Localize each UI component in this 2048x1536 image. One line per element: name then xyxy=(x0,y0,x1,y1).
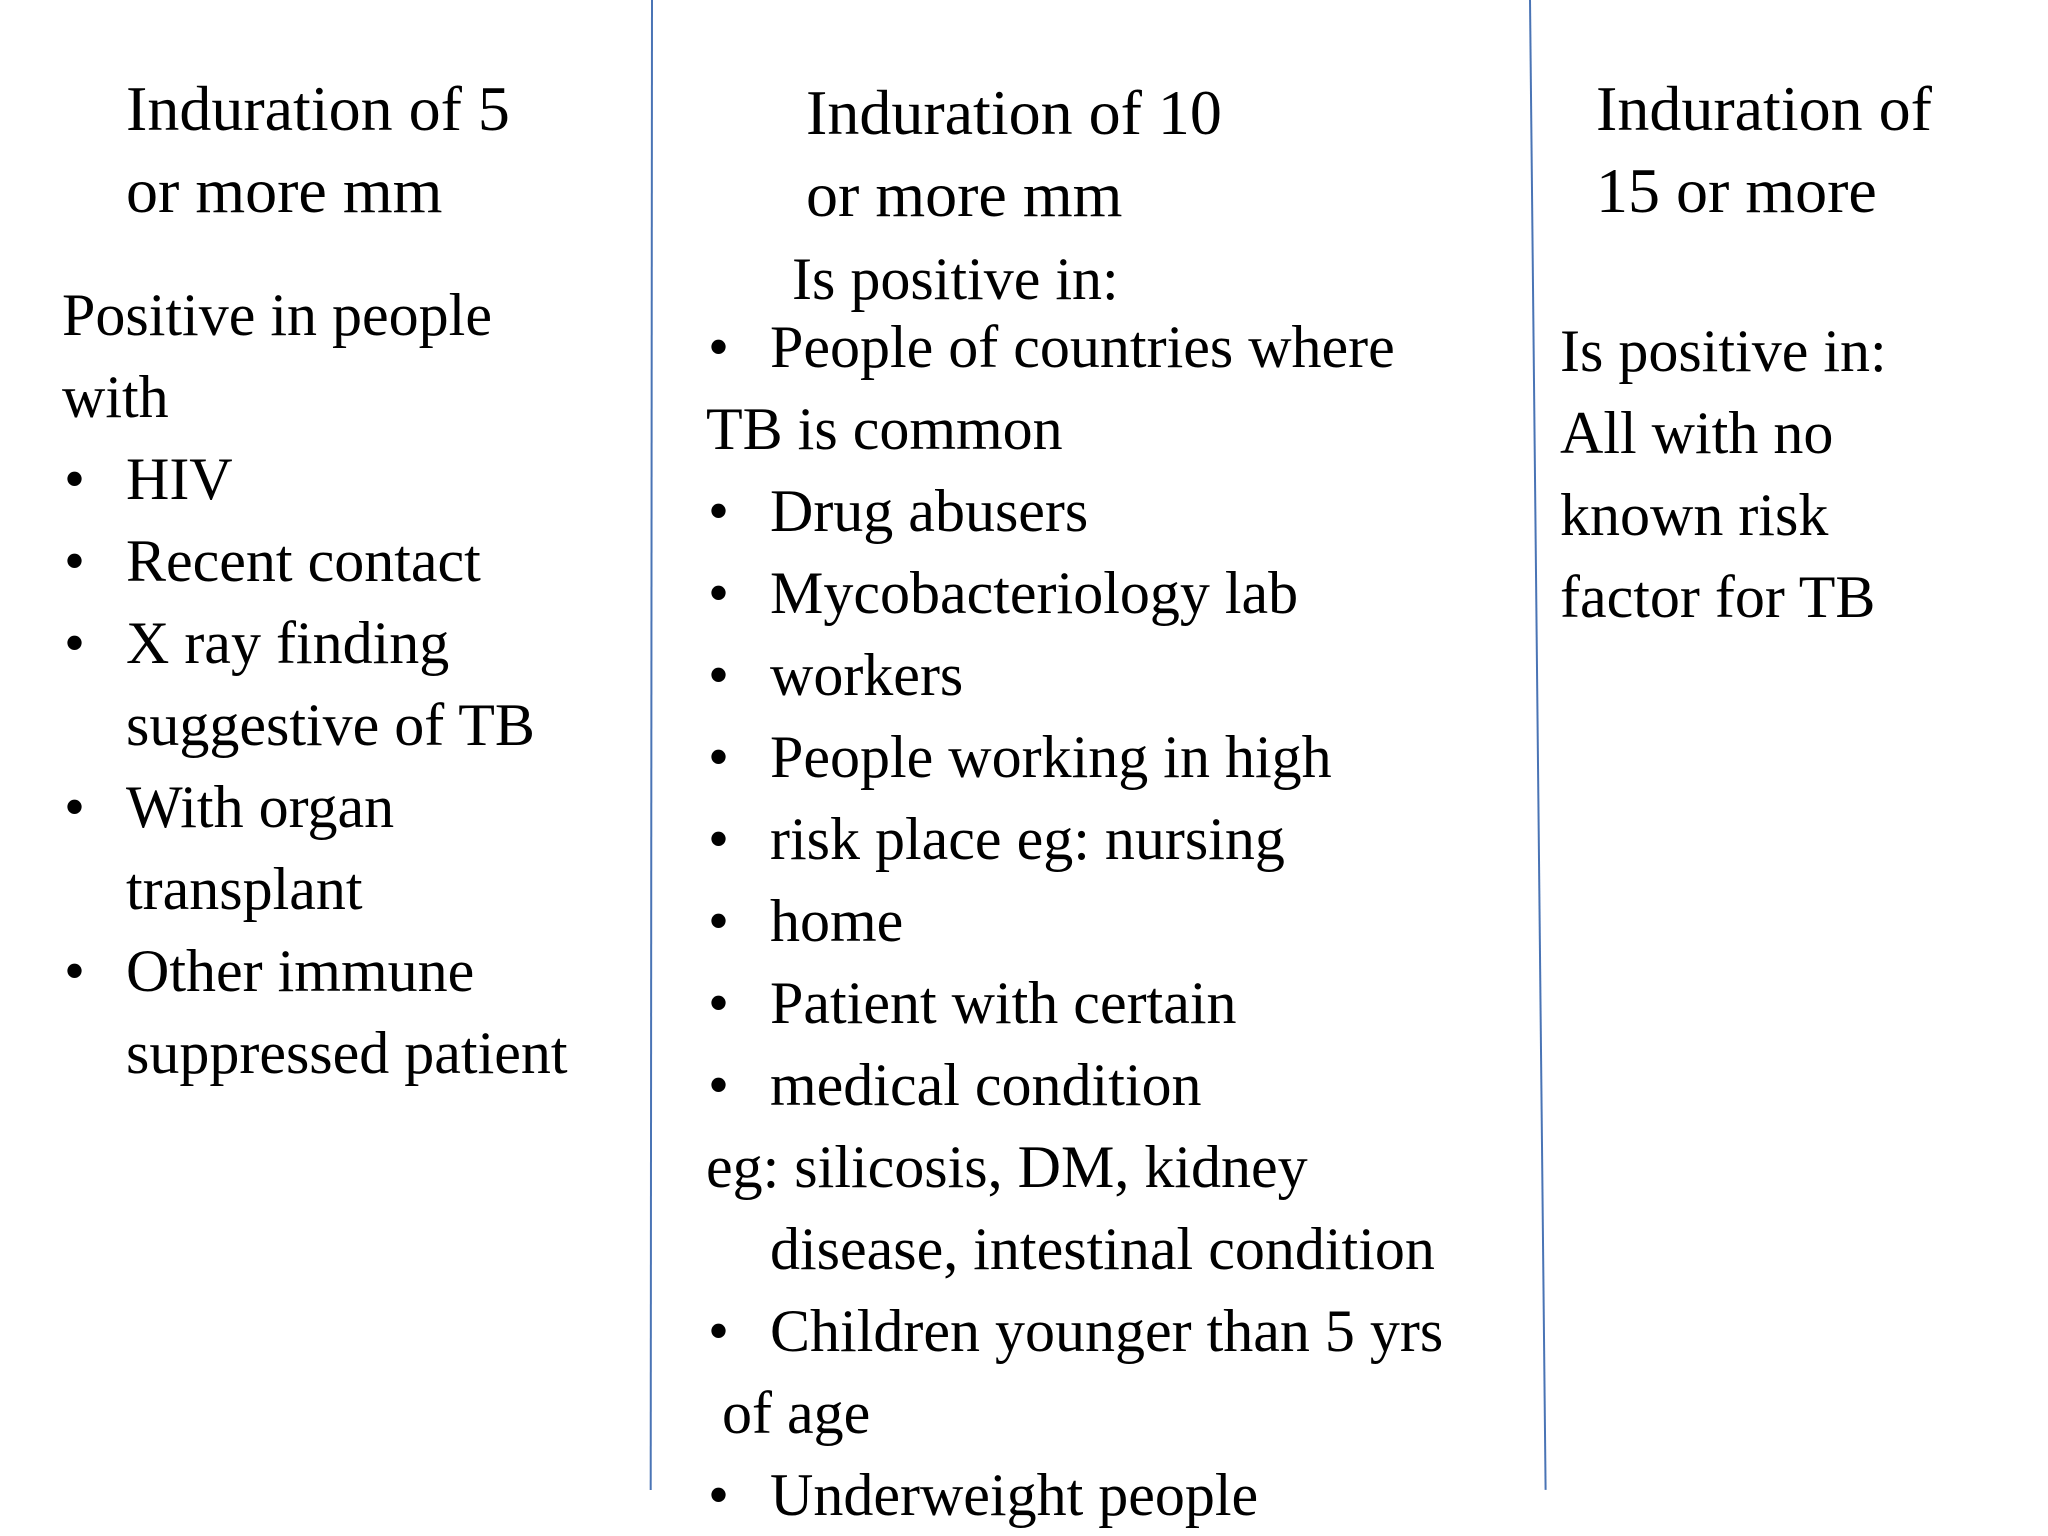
list-item-continuation: transplant xyxy=(126,856,363,922)
list-item-continuation: suggestive of TB xyxy=(126,692,535,758)
list-item: • risk place eg: nursing xyxy=(770,798,1285,880)
column-5mm-heading-line-2: or more mm xyxy=(126,155,443,226)
column-15mm-text-line: factor for TB xyxy=(1560,564,1876,630)
column-15mm-heading-line-1: Induration of xyxy=(1596,73,1932,144)
list-item: • medical condition xyxy=(770,1044,1202,1126)
list-item: • Mycobacteriology lab xyxy=(770,552,1298,634)
list-item-continuation: of age xyxy=(722,1380,871,1446)
list-item: • HIV xyxy=(126,438,233,520)
list-item: • People working in high xyxy=(770,716,1332,798)
column-5mm-intro-line-1: Positive in people xyxy=(62,282,492,348)
column-5mm-heading-line-1: Induration of 5 xyxy=(126,73,510,144)
list-item: • People of countries where xyxy=(770,306,1395,388)
list-item-continuation: TB is common xyxy=(706,396,1063,462)
column-10mm-heading-line-2: or more mm xyxy=(806,159,1123,230)
list-item: • Children younger than 5 yrs xyxy=(770,1290,1443,1372)
column-divider-left xyxy=(650,0,653,1490)
list-item: • With organ xyxy=(126,766,394,848)
list-item: • Recent contact xyxy=(126,520,481,602)
list-item-continuation: eg: silicosis, DM, kidney xyxy=(706,1134,1308,1200)
list-item: • Drug abusers xyxy=(770,470,1088,552)
column-15mm-text-line: All with no xyxy=(1560,400,1834,466)
list-item: • X ray finding xyxy=(126,602,449,684)
list-item-continuation: disease, intestinal condition xyxy=(770,1216,1435,1282)
column-divider-right xyxy=(1529,0,1547,1490)
column-10mm-heading-line-1: Induration of 10 xyxy=(806,77,1222,148)
column-15mm-heading-line-2: 15 or more xyxy=(1596,155,1877,226)
list-item: • home xyxy=(770,880,903,962)
column-15mm-intro: Is positive in: xyxy=(1560,318,1887,384)
column-15mm-text-line: known risk xyxy=(1560,482,1829,548)
list-item: • Other immune xyxy=(126,930,474,1012)
column-10mm-intro: Is positive in: xyxy=(792,246,1119,312)
list-item: • Underweight people xyxy=(770,1454,1258,1536)
list-item: • Patient with certain xyxy=(770,962,1237,1044)
list-item-continuation: suppressed patient xyxy=(126,1020,568,1086)
column-5mm-intro-line-2: with xyxy=(62,364,169,430)
list-item: • workers xyxy=(770,634,963,716)
